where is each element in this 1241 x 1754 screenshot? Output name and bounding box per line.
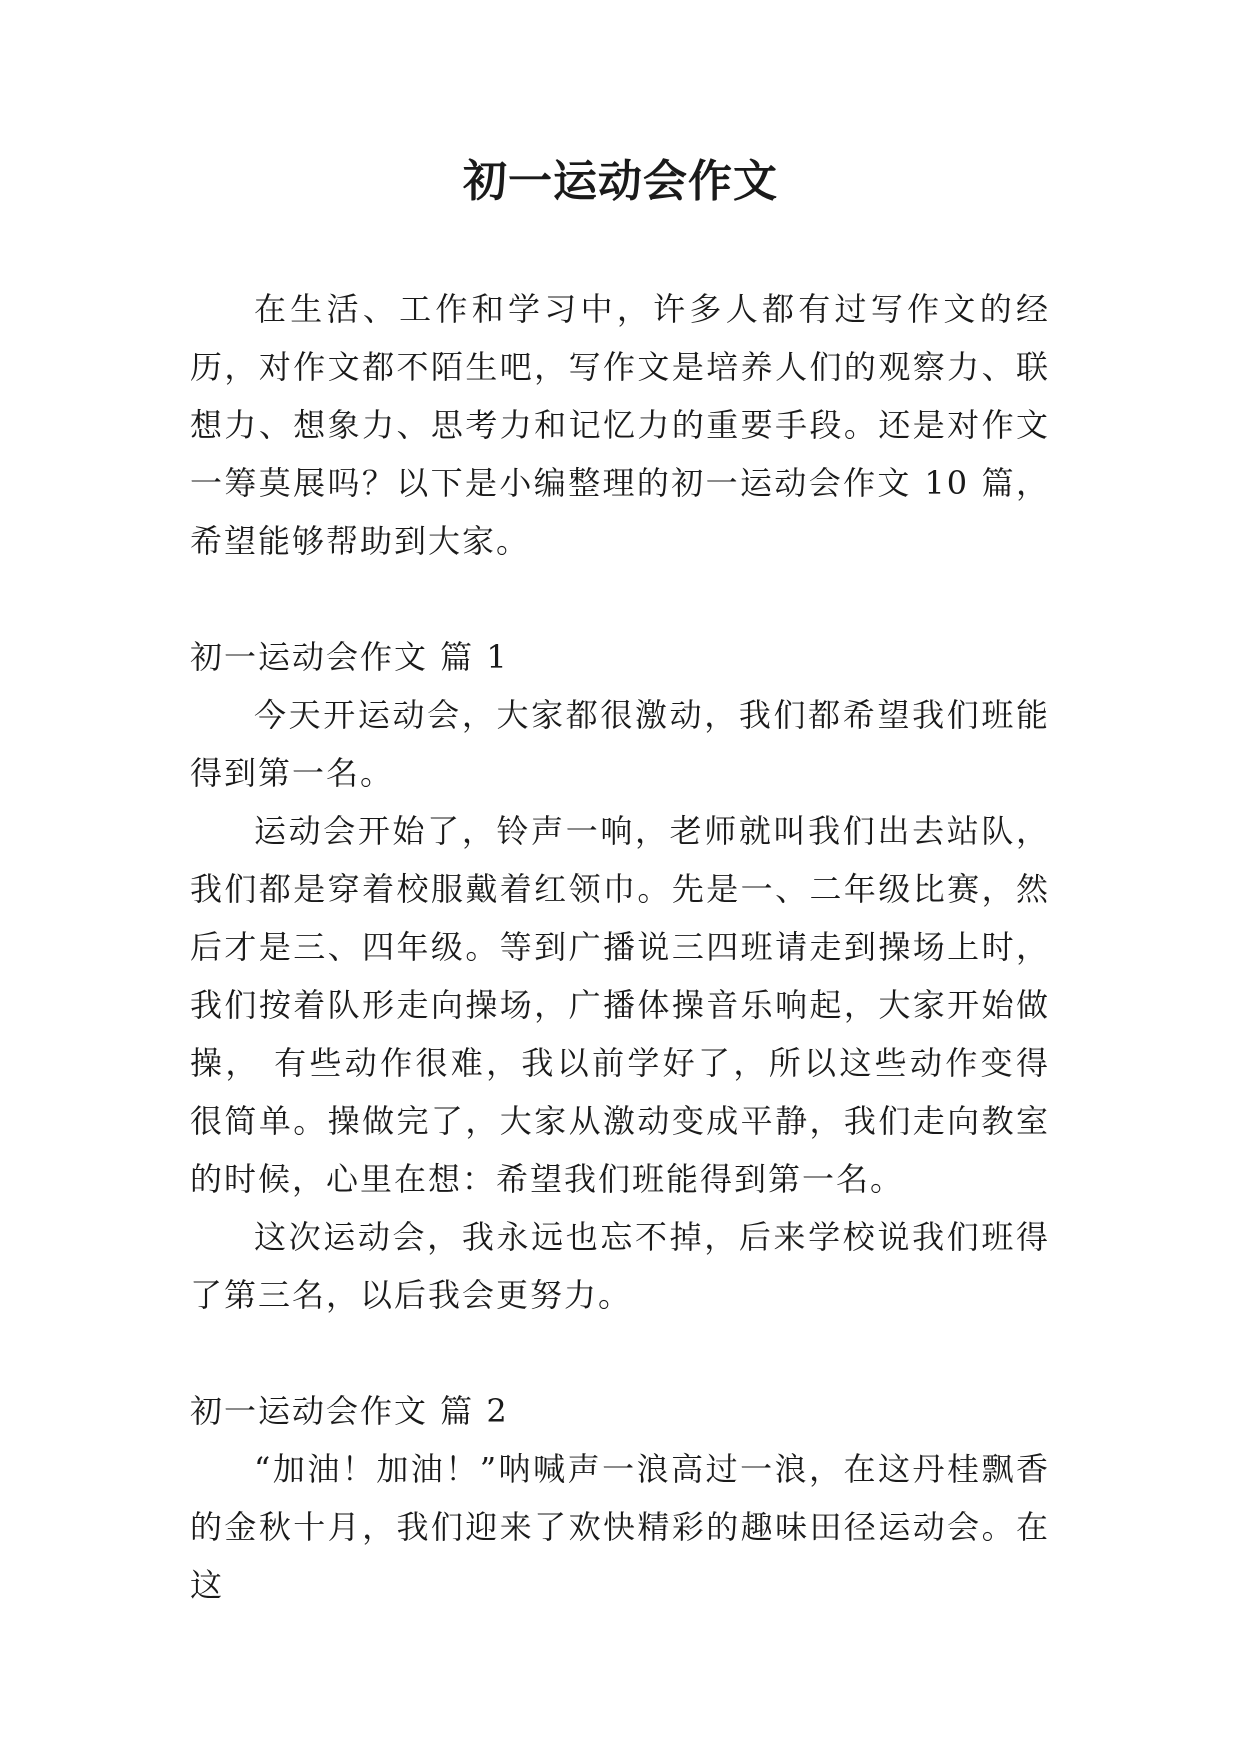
section-paragraph: 这次运动会，我永远也忘不掉，后来学校说我们班得了第三名，以后我会更努力。 [190, 1218, 1050, 1314]
intro-paragraph: 在生活、工作和学习中，许多人都有过写作文的经历，对作文都不陌生吧，写作文是培养人们的观察力、联想力、想象力、思考力和记忆力的重要手段。还是对作文一筹莫展吗？以下是小编整理的初一运动会作文 10 篇，希望能够帮助到大家。 [190, 290, 1050, 560]
document-body [190, 280, 1050, 1614]
section-gap [190, 1324, 1050, 1382]
section-1 [190, 628, 1050, 1324]
section-heading: 初一运动会作文 篇 2 [190, 1392, 509, 1430]
section-paragraph: 今天开运动会，大家都很激动，我们都希望我们班能得到第一名。 [190, 696, 1050, 792]
section-paragraph: “加油！加油！”呐喊声一浪高过一浪，在这丹桂飘香的金秋十月，我们迎来了欢快精彩的趣味田径运动会。在这 [190, 1450, 1050, 1604]
section-heading: 初一运动会作文 篇 1 [190, 638, 509, 676]
section-2 [190, 1382, 1050, 1614]
section-gap [190, 570, 1050, 628]
section-paragraph: 运动会开始了，铃声一响，老师就叫我们出去站队，我们都是穿着校服戴着红领巾。先是一、二年级比赛，然后才是三、四年级。等到广播说三四班请走到操场上时，我们按着队形走向操场，广播体操音乐响起，大家开始做操， 有些动作很难，我以前学好了，所以这些动作变得很简单。操做完了，大家从激动变成平静，我们走向教室的时候，心里在想：希望我们班能得到第一名。 [190, 812, 1050, 1198]
document-title: 初一运动会作文 [463, 156, 778, 207]
